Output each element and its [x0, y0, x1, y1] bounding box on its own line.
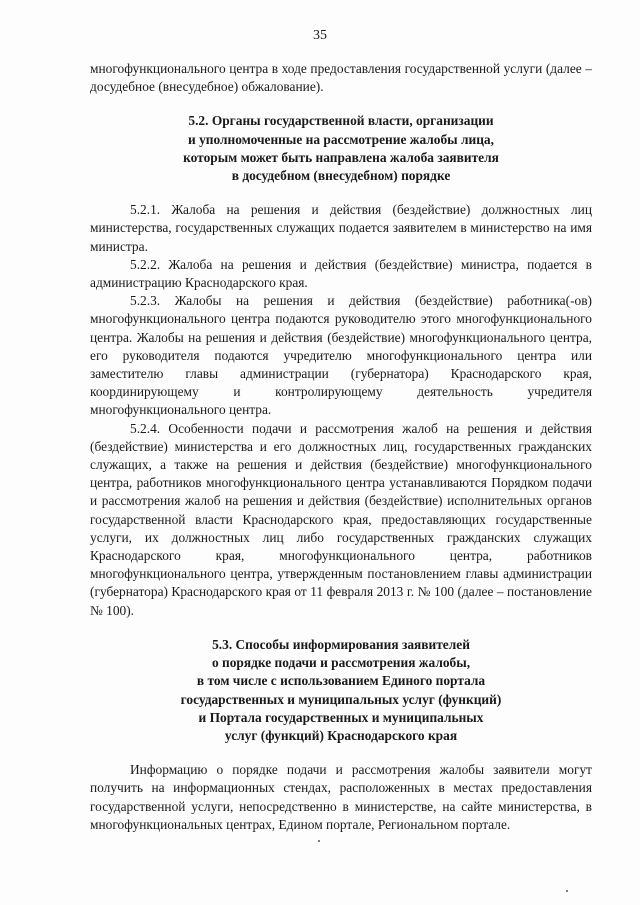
scan-speck	[566, 890, 568, 892]
spacer	[90, 96, 592, 112]
heading-line: 5.2. Органы государственной власти, организации	[188, 113, 494, 129]
page-content	[90, 60, 592, 834]
paragraph-5-2-4: 5.2.4. Особенности подачи и рассмотрения жалоб на решения и действия (бездействие) министерства и его должностных лиц, государственных гражданских служащих, а также на решения и действия (бездействие) многофункционального центра, работников многофункционального центра устанавливаются Порядком подачи и рассмотрения жалоб на решения и действия (бездействие) исполнительных органов государственной власти Краснодарского края, предоставляющих государственные услуги, их должностных лиц либо государственных гражданских служащих Краснодарского края, многофункционального центра, работников многофункционального центра, утвержденным постановлением главы администрации (губернатора) Краснодарского края от 11 февраля 2013 г. № 100 (далее – постановление № 100).	[90, 420, 592, 618]
heading-line: в том числе с использованием Единого портала	[196, 673, 486, 689]
spacer	[90, 745, 592, 761]
page-number: 35	[313, 28, 327, 43]
paragraph-5-2-3: 5.2.3. Жалобы на решения и действия (бездействие) работника(-ов) многофункционального центра подаются руководителю этого многофункционального центра. Жалобы на решения и действия (бездействие) многофункционального центра, его руководителя подаются учредителю многофункционального центра или заместителю главы администрации (губернатора) Краснодарского края, координирующему и контролирующему деятельность учредителя многофункционального центра.	[90, 293, 592, 418]
spacer	[90, 620, 592, 636]
heading-line: о порядке подачи и рассмотрения жалобы,	[211, 655, 471, 671]
paragraph-5-2-1: 5.2.1. Жалоба на решения и действия (бездействие) должностных лиц министерства, государственных служащих подается заявителем в министерство на имя министра.	[90, 202, 592, 254]
paragraph-5-3-info: Информацию о порядке подачи и рассмотрения жалобы заявители могут получить на информационных стендах, расположенных в местах предоставления государственной услуги, непосредственно в министерстве, на сайте министерства, в многофункциональных центрах, Едином портале, Региональном портале.	[90, 762, 592, 832]
heading-line: в досудебном (внесудебном) порядке	[231, 168, 451, 184]
heading-line: 5.3. Способы информирования заявителей	[212, 636, 470, 652]
heading-line: и уполномоченные на рассмотрение жалобы лица,	[188, 131, 494, 147]
section-5-2-heading	[90, 112, 592, 185]
heading-line: государственных и муниципальных услуг (функций)	[180, 691, 502, 707]
heading-line: услуг (функций) Краснодарского края	[224, 727, 458, 743]
paragraph-5-2-2: 5.2.2. Жалоба на решения и действия (бездействие) министра, подается в администрацию Краснодарского края.	[90, 256, 592, 291]
intro-paragraph: многофункционального центра в ходе предоставления государственной услуги (далее – досудебное (внесудебное) обжалование).	[90, 61, 592, 95]
section-5-3-heading	[90, 636, 592, 745]
heading-line: и Портала государственных и муниципальных	[198, 709, 484, 725]
spacer	[90, 185, 592, 201]
scan-speck	[318, 840, 320, 842]
heading-line: которым может быть направлена жалоба заявителя	[183, 149, 499, 165]
